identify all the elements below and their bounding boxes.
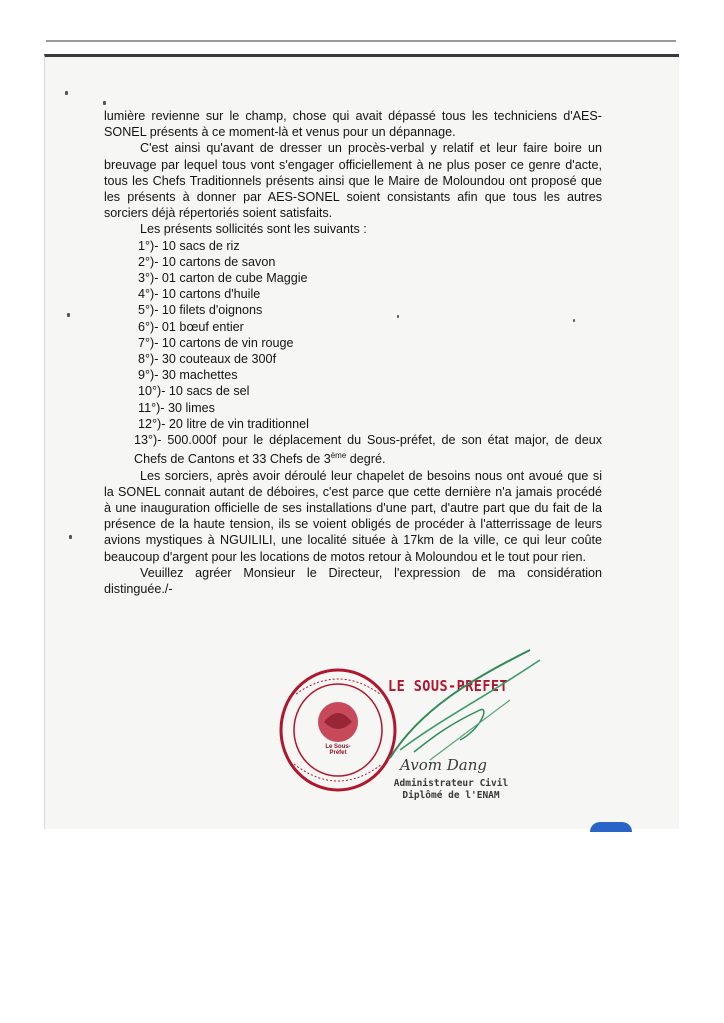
scan-speck bbox=[67, 313, 70, 317]
gift-list-intro: Les présents sollicités sont les suivants : bbox=[140, 222, 367, 237]
gift-item: 10°)- 10 sacs de sel bbox=[138, 384, 250, 399]
gift-item: 4°)- 10 cartons d'huile bbox=[138, 287, 261, 302]
gift-item: 1°)- 10 sacs de riz bbox=[138, 238, 240, 253]
signatory-role bbox=[376, 778, 526, 802]
gift-item: 3°)- 01 carton de cube Maggie bbox=[138, 271, 308, 286]
gift-item: 2°)- 10 cartons de savon bbox=[138, 254, 276, 269]
signatory-name: Avom Dang bbox=[400, 756, 487, 774]
paragraph-3: Les sorciers, après avoir déroulé leur chapelet de besoins nous ont avoué que si la SONEL connait autant de déboires, c'est parce que cette dernière n'a jamais procédé à une inauguration officielle de ses installations d'une part, d'autre part que du fait de la présence de la haute tension, ils se voient obligés de procéder à l'atterrissage de leurs avions mystiques à NGUILILI, une localité située à 17km de la ville, ce qui leur coûte beaucoup d'argent pour les locations de motos retour à Moloundou et le tout pour rien. bbox=[104, 468, 602, 564]
blue-corner-mark bbox=[590, 822, 632, 832]
gift-13-superscript: ème bbox=[330, 451, 347, 461]
role-line-2: Diplômé de l'ENAM bbox=[402, 790, 500, 801]
gift-item: 9°)- 30 machettes bbox=[138, 368, 238, 383]
gift-item: 11°)- 30 limes bbox=[138, 400, 215, 415]
gift-13-text: 13°)- 500.000f pour le déplacement du Sous-préfet, de son état major, de deux Chefs de Cantons et 33 Chefs de 3 bbox=[134, 433, 602, 467]
gift-item: 8°)- 30 couteaux de 300f bbox=[138, 352, 277, 367]
stamp-label: Le Sous-Préfet bbox=[325, 744, 351, 756]
paragraph-4: Veuillez agréer Monsieur le Directeur, l'expression de ma considération distinguée./- bbox=[104, 565, 602, 597]
letter-body bbox=[104, 108, 602, 597]
role-line-1: Administrateur Civil bbox=[393, 778, 509, 789]
gift-item: 5°)- 10 filets d'oignons bbox=[138, 303, 263, 318]
gift-item: 12°)- 20 litre de vin traditionnel bbox=[138, 416, 309, 431]
gift-item: 7°)- 10 cartons de vin rouge bbox=[138, 335, 294, 350]
signature-strokes bbox=[330, 640, 550, 770]
gift-list bbox=[104, 238, 602, 432]
gift-item-13 bbox=[104, 432, 602, 468]
scan-speck bbox=[65, 91, 68, 95]
gift-item: 6°)- 01 bœuf entier bbox=[138, 319, 244, 334]
scan-speck bbox=[103, 101, 106, 105]
paragraph-1: lumière revienne sur le champ, chose qui avait dépassé tous les techniciens d'AES-SONEL présents à ce moment-là et venus pour un dépannage. bbox=[104, 109, 602, 140]
top-rule bbox=[46, 40, 676, 42]
gift-13-end: degré. bbox=[346, 452, 386, 467]
scan-speck bbox=[69, 535, 72, 539]
signatory-title: LE SOUS-PREFET bbox=[388, 677, 509, 695]
paragraph-2: C'est ainsi qu'avant de dresser un procès-verbal y relatif et leur faire boire un breuvage par lequel tous vont s'engager officiellement à ne plus poser ce genre d'acte, tous les Chefs Traditionnels présents ainsi que le Maire de Moloundou ont proposé que les présents à donner par AES-SONEL soient consistants afin que tous les autres sorciers déjà répertoriés soient satisfaits. bbox=[104, 141, 602, 221]
